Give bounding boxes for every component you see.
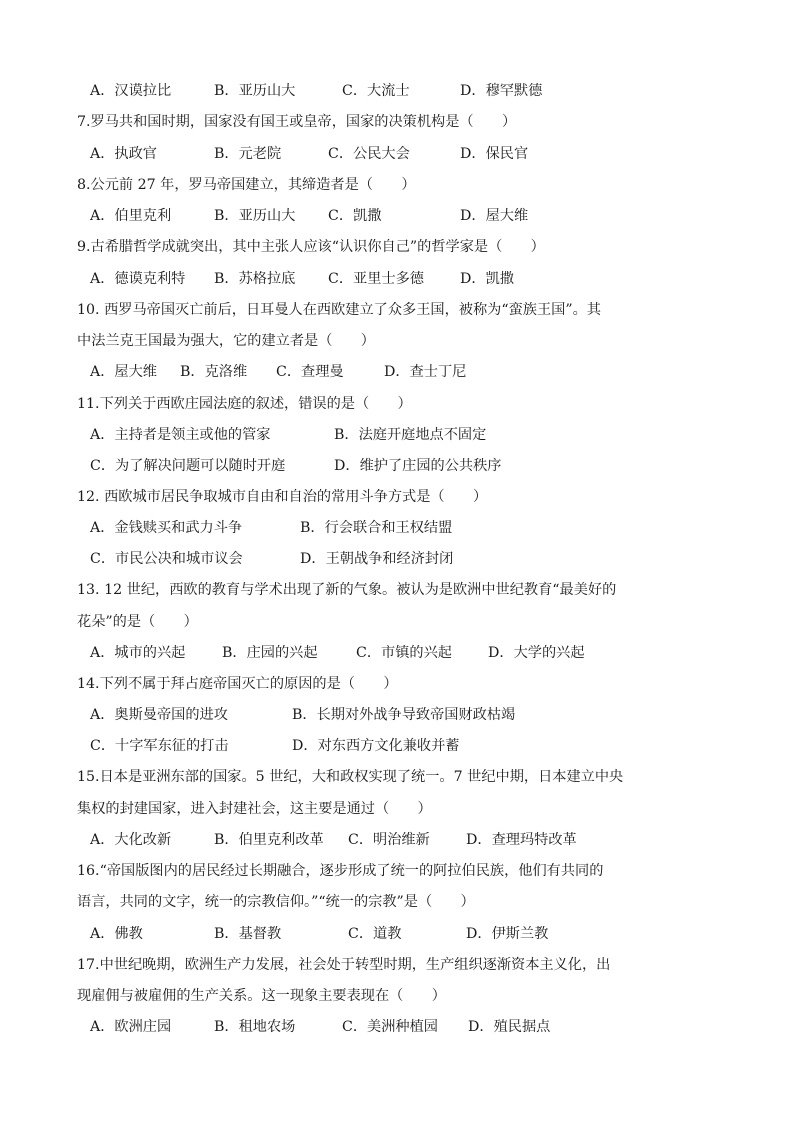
options-row (0, 547, 794, 571)
option-c[interactable]: C．明治维新 (348, 832, 430, 848)
options-row (0, 734, 794, 758)
question-16-stem-line-2: 语言，共同的文字，统一的宗教信仰。”“统一的宗教”是（ ） (77, 894, 475, 910)
options-row (0, 360, 794, 384)
question-16-stem-line-1: 16.“帝国版图内的居民经过长期融合，逐步形成了统一的阿拉伯民族，他们有共同的 (77, 863, 604, 879)
question-13-stem-line-1: 13. 12 世纪，西欧的教育与学术出现了新的气象。被认为是欧洲中世纪教育“最美好的 (77, 582, 617, 598)
question-stem (0, 765, 794, 789)
question-stem (0, 173, 794, 197)
option-b[interactable]: B．行会联合和王权结盟 (300, 520, 453, 536)
options-row (0, 1015, 794, 1039)
option-a[interactable]: A．屋大维 (90, 364, 157, 380)
option-a[interactable]: A．欧洲庄园 (90, 1019, 172, 1035)
question-9-stem: 9.古希腊哲学成就突出，其中主张人应该“认识你自己”的哲学家是（ ） (77, 239, 545, 255)
option-c[interactable]: C．十字军东征的打击 (90, 738, 229, 754)
options-row (0, 828, 794, 852)
option-d[interactable]: D．穆罕默德 (460, 83, 543, 99)
question-15-stem-line-2: 集权的封建国家，进入封建社会，这主要是通过（ ） (77, 801, 432, 817)
options-row (0, 454, 794, 478)
option-b[interactable]: B．伯里克利改革 (214, 832, 324, 848)
option-a[interactable]: A．执政官 (90, 146, 157, 162)
option-c[interactable]: C．大流士 (342, 83, 410, 99)
option-d[interactable]: D．查理玛特改革 (466, 832, 577, 848)
option-d[interactable]: D．凯撒 (460, 271, 514, 287)
question-10-stem-line-2: 中法兰克王国最为强大，它的建立者是（ ） (77, 333, 375, 349)
question-stem (0, 578, 794, 602)
question-12-stem: 12. 西欧城市居民争取城市自由和自治的常用斗争方式是（ ） (77, 489, 488, 505)
options-row (0, 204, 794, 228)
option-d[interactable]: D．殖民据点 (468, 1019, 551, 1035)
question-11-stem: 11.下列关于西欧庄园法庭的叙述，错误的是（ ） (77, 396, 412, 412)
option-a[interactable]: A．佛教 (90, 926, 143, 942)
option-d[interactable]: D．维护了庄园的公共秩序 (334, 458, 502, 474)
option-d[interactable]: D．保民官 (460, 146, 529, 162)
option-c[interactable]: C．亚里士多德 (328, 271, 424, 287)
option-c[interactable]: C．道教 (348, 926, 402, 942)
options-row (0, 641, 794, 665)
option-d[interactable]: D．大学的兴起 (488, 645, 585, 661)
option-c[interactable]: C．市民公决和城市议会 (90, 551, 243, 567)
option-d[interactable]: D．对东西方文化兼收并蓄 (292, 738, 460, 754)
option-d[interactable]: D．屋大维 (460, 208, 529, 224)
question-stem (0, 672, 794, 696)
option-c[interactable]: C．市镇的兴起 (356, 645, 452, 661)
option-b[interactable]: B．租地农场 (214, 1019, 296, 1035)
options-row (0, 922, 794, 946)
question-stem (0, 953, 794, 977)
question-stem (0, 890, 794, 914)
question-17-stem-line-2: 现雇佣与被雇佣的生产关系。这一现象主要表现在（ ） (77, 988, 446, 1004)
options-row (0, 79, 794, 103)
question-10-stem-line-1: 10. 西罗马帝国灭亡前后，日耳曼人在西欧建立了众多王国，被称为“蛮族王国”。其 (77, 302, 601, 318)
options-row (0, 703, 794, 727)
question-8-stem: 8.公元前 27 年，罗马帝国建立，其缔造者是（ ） (77, 177, 416, 193)
option-a[interactable]: A．大化改新 (90, 832, 172, 848)
option-a[interactable]: A．伯里克利 (90, 208, 172, 224)
question-13-stem-line-2: 花朵”的是（ ） (77, 614, 198, 630)
question-14-stem: 14.下列不属于拜占庭帝国灭亡的原因的是（ ） (77, 676, 398, 692)
option-d[interactable]: D．查士丁尼 (384, 364, 467, 380)
question-stem (0, 797, 794, 821)
options-row (0, 423, 794, 447)
option-b[interactable]: B．克洛维 (180, 364, 248, 380)
option-d[interactable]: D．王朝战争和经济封闭 (300, 551, 454, 567)
option-b[interactable]: B．法庭开庭地点不固定 (334, 427, 487, 443)
option-b[interactable]: B．苏格拉底 (214, 271, 296, 287)
option-a[interactable]: A．主持者是领主或他的管家 (90, 427, 271, 443)
question-stem (0, 859, 794, 883)
question-stem (0, 298, 794, 322)
option-b[interactable]: B．元老院 (214, 146, 282, 162)
question-17-stem-line-1: 17.中世纪晚期，欧洲生产力发展，社会处于转型时期，生产组织逐渐资本主义化，出 (77, 957, 611, 973)
option-a[interactable]: A．德谟克利特 (90, 271, 186, 287)
question-stem (0, 235, 794, 259)
option-a[interactable]: A．金钱赎买和武力斗争 (90, 520, 243, 536)
option-a[interactable]: A．奥斯曼帝国的进攻 (90, 707, 228, 723)
option-a[interactable]: A．汉谟拉比 (90, 83, 172, 99)
option-b[interactable]: B．长期对外战争导致帝国财政枯竭 (292, 707, 516, 723)
option-c[interactable]: C．公民大会 (328, 146, 410, 162)
question-stem (0, 984, 794, 1008)
option-c[interactable]: C．查理曼 (276, 364, 344, 380)
question-stem (0, 610, 794, 634)
option-b[interactable]: B．亚历山大 (214, 83, 296, 99)
option-c[interactable]: C．为了解决问题可以随时开庭 (90, 458, 286, 474)
option-b[interactable]: B．庄园的兴起 (222, 645, 318, 661)
question-stem (0, 110, 794, 134)
question-stem (0, 485, 794, 509)
options-row (0, 267, 794, 291)
option-c[interactable]: C．美洲种植园 (342, 1019, 438, 1035)
option-a[interactable]: A．城市的兴起 (90, 645, 186, 661)
question-stem (0, 329, 794, 353)
options-row (0, 142, 794, 166)
option-b[interactable]: B．基督教 (214, 926, 282, 942)
option-d[interactable]: D．伊斯兰教 (466, 926, 549, 942)
question-stem (0, 392, 794, 416)
options-row (0, 516, 794, 540)
option-b[interactable]: B．亚历山大 (214, 208, 296, 224)
question-7-stem: 7.罗马共和国时期，国家没有国王或皇帝，国家的决策机构是（ ） (77, 114, 517, 130)
option-c[interactable]: C．凯撒 (328, 208, 382, 224)
question-15-stem-line-1: 15.日本是亚洲东部的国家。5 世纪，大和政权实现了统一。7 世纪中期，日本建立中央 (77, 769, 624, 785)
